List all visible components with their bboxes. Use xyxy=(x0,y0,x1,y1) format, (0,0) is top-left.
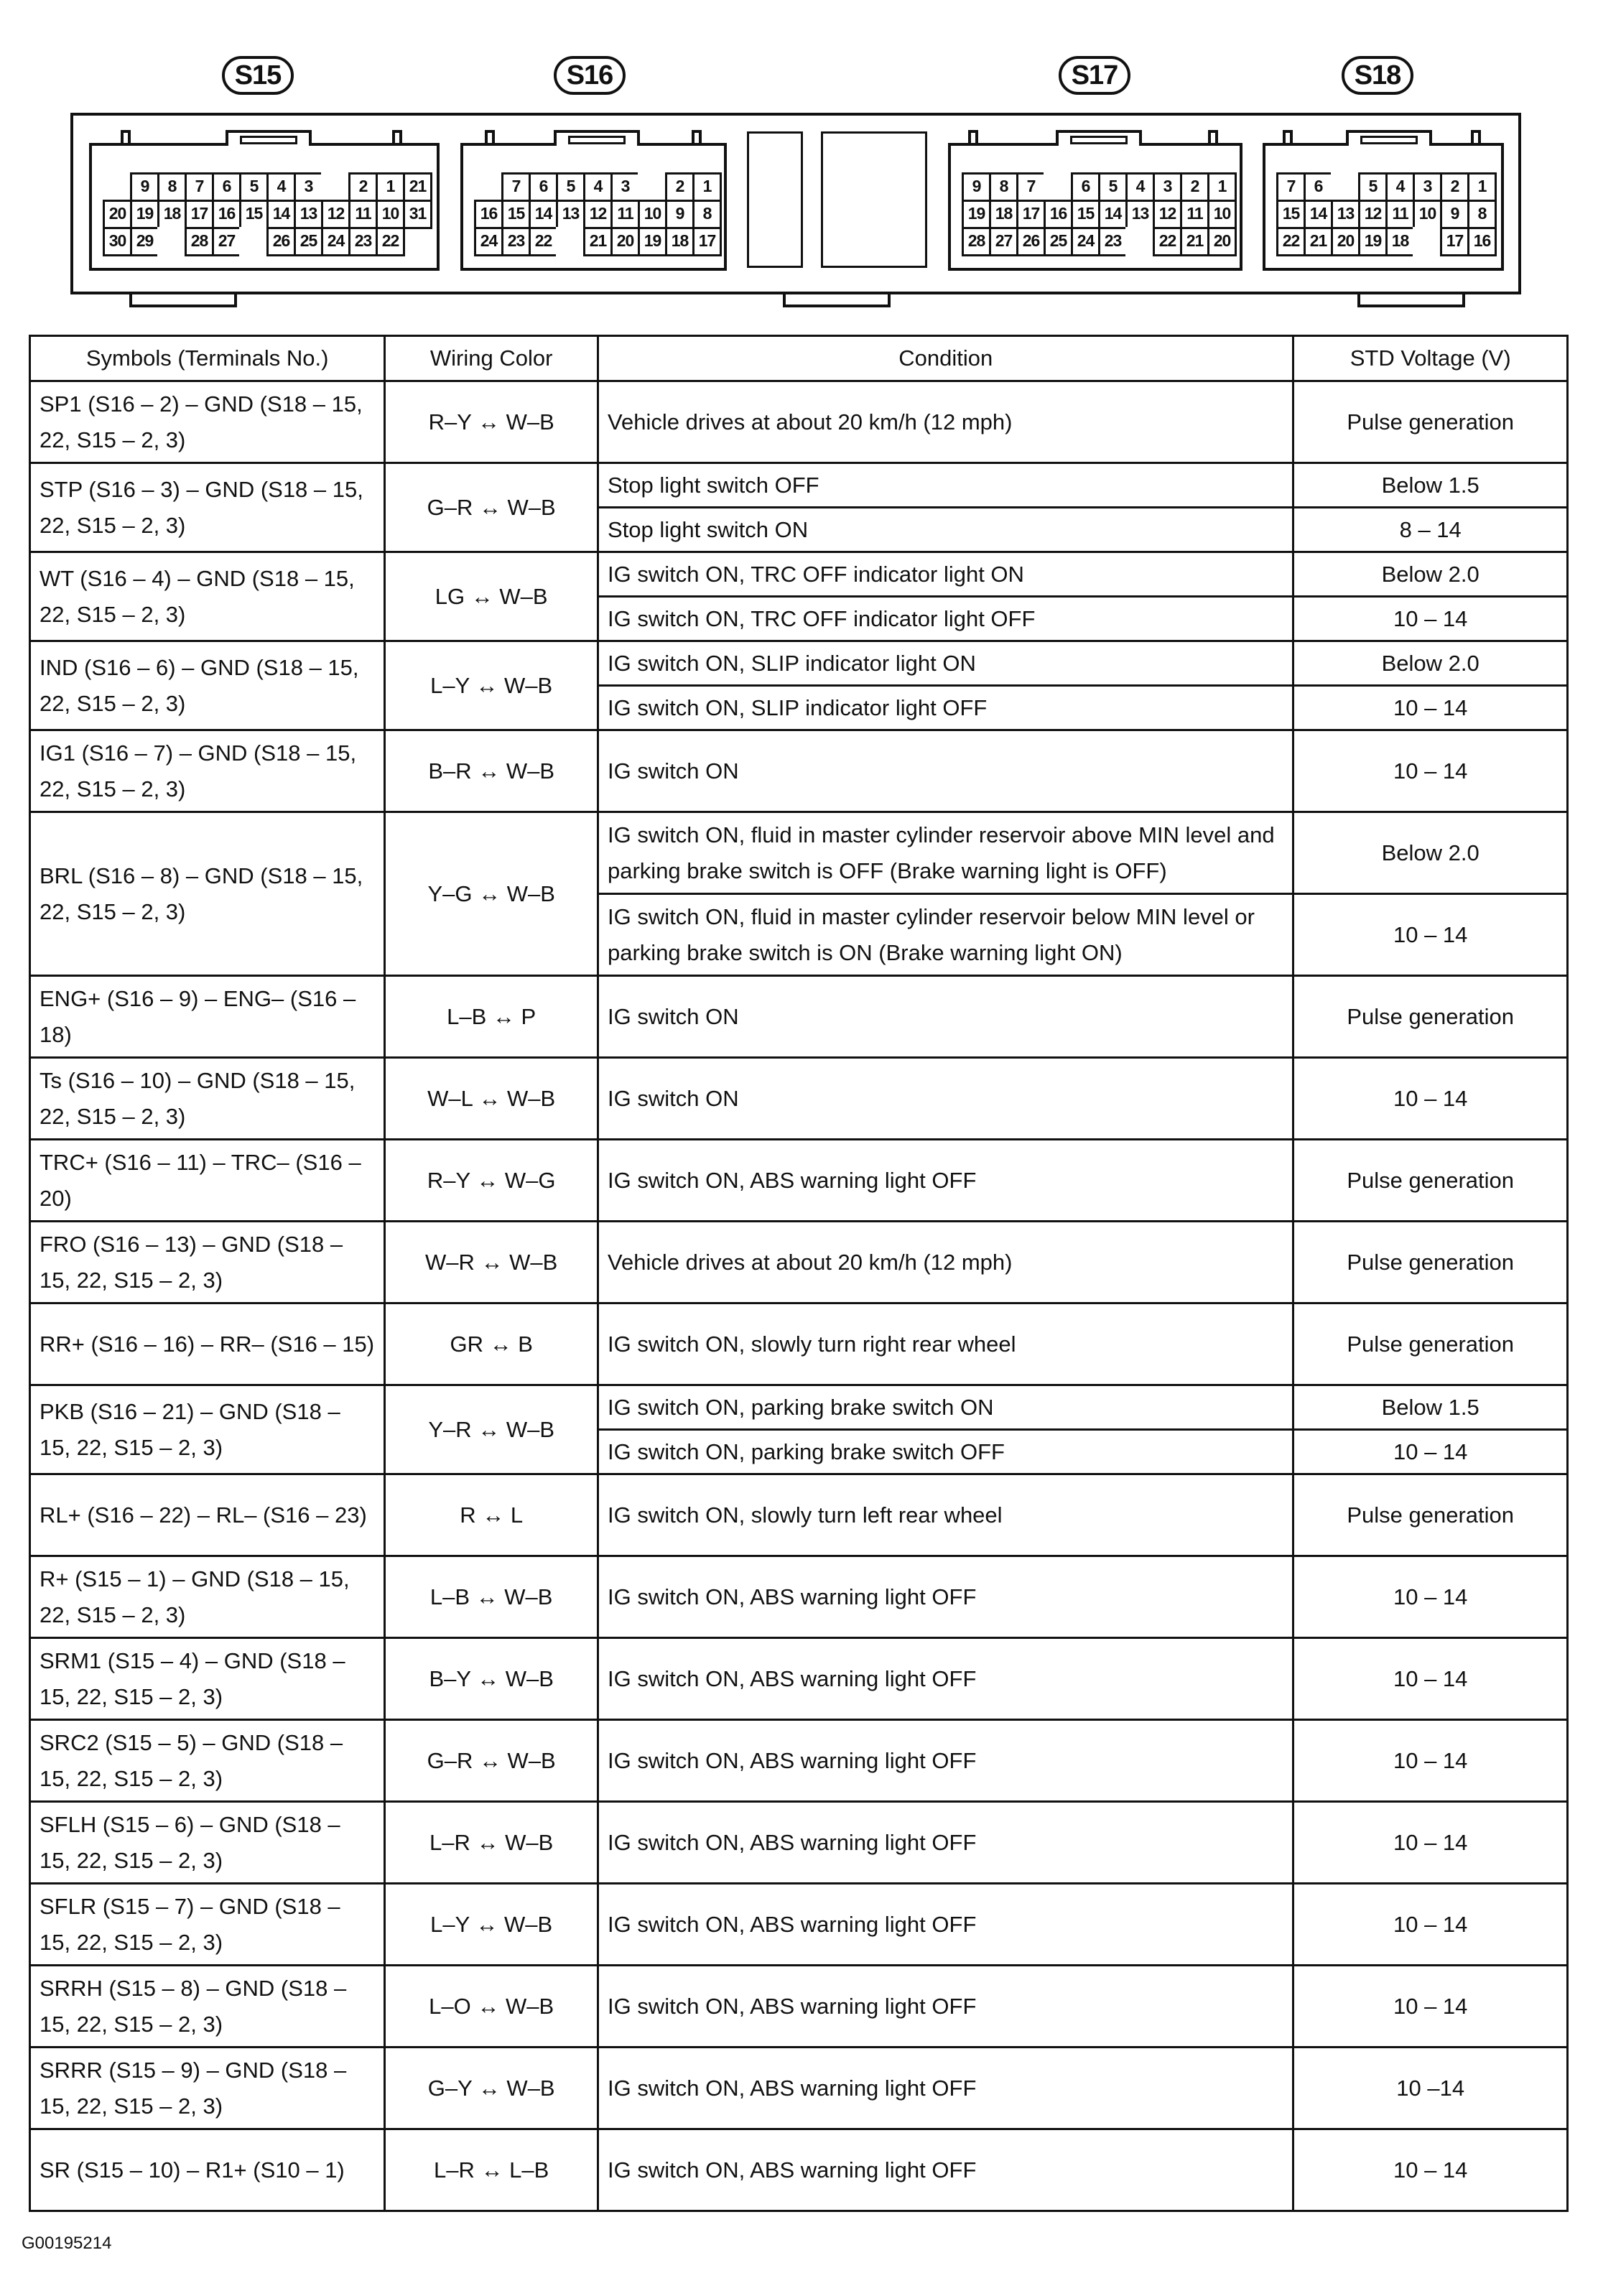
connector-label-s18: S18 xyxy=(1342,56,1413,95)
terminal-pin: 17 xyxy=(185,200,214,229)
terminal-pin: 4 xyxy=(1385,172,1415,202)
cell-wiring-color: Y–G ↔ W–B xyxy=(385,812,598,976)
header-symbols: Symbols (Terminals No.) xyxy=(30,336,385,381)
cell-condition: IG switch ON, parking brake switch ON xyxy=(598,1385,1293,1430)
connector-label-s16: S16 xyxy=(554,56,626,95)
housing-tab xyxy=(783,292,891,307)
connector-post xyxy=(1208,130,1218,146)
table-row xyxy=(30,1222,1568,1303)
terminal-pin: 14 xyxy=(1304,200,1333,229)
pin-grid-s17 xyxy=(964,175,1237,256)
cell-wiring-color: L–B ↔ P xyxy=(385,976,598,1058)
terminal-pin: 11 xyxy=(610,200,640,229)
terminal-pin: 6 xyxy=(1071,172,1100,202)
terminal-pin: 21 xyxy=(1180,227,1209,256)
cell-std-voltage: Pulse generation xyxy=(1293,381,1568,463)
terminal-pin: 8 xyxy=(989,172,1018,202)
cell-condition: IG switch ON, ABS warning light OFF xyxy=(598,1720,1293,1802)
terminal-pin: 17 xyxy=(692,227,722,256)
terminal-pin: 6 xyxy=(212,172,241,202)
cell-wiring-color: G–R ↔ W–B xyxy=(385,463,598,552)
cell-wiring-color: Y–R ↔ W–B xyxy=(385,1385,598,1474)
terminal-pin: 8 xyxy=(1467,200,1497,229)
table-row xyxy=(30,552,1568,597)
terminal-pin: 5 xyxy=(1098,172,1128,202)
terminal-pin: 30 xyxy=(103,227,132,256)
table-row xyxy=(30,1385,1568,1430)
table-row xyxy=(30,1303,1568,1385)
cell-condition: IG switch ON, SLIP indicator light ON xyxy=(598,641,1293,686)
connector-post xyxy=(692,130,702,146)
table-header-row xyxy=(30,336,1568,381)
terminal-pin: 17 xyxy=(1016,200,1046,229)
cell-condition: Vehicle drives at about 20 km/h (12 mph) xyxy=(598,381,1293,463)
terminal-pin: 25 xyxy=(1044,227,1073,256)
table-row xyxy=(30,2129,1568,2211)
table-row xyxy=(30,1638,1568,1720)
cell-wiring-color: G–R ↔ W–B xyxy=(385,1720,598,1802)
table-row xyxy=(30,1140,1568,1222)
cell-condition: IG switch ON, ABS warning light OFF xyxy=(598,1140,1293,1222)
terminal-pin: 1 xyxy=(376,172,405,202)
table-row xyxy=(30,1556,1568,1638)
terminal-pin: 15 xyxy=(501,200,531,229)
cell-symbol: RR+ (S16 – 16) – RR– (S16 – 15) xyxy=(30,1303,385,1385)
cell-std-voltage: 10 – 14 xyxy=(1293,1430,1568,1474)
table-row xyxy=(30,2048,1568,2129)
cell-std-voltage: Pulse generation xyxy=(1293,1474,1568,1556)
cell-symbol: SRRR (S15 – 9) – GND (S18 – 15, 22, S15 – 2, 3) xyxy=(30,2048,385,2129)
terminal-pin: 23 xyxy=(348,227,378,256)
terminal-pin: 2 xyxy=(348,172,378,202)
cell-condition: IG switch ON, slowly turn right rear wheel xyxy=(598,1303,1293,1385)
cell-std-voltage: 10 – 14 xyxy=(1293,1058,1568,1140)
connector-post xyxy=(1283,130,1293,146)
terminal-pin: 15 xyxy=(1276,200,1306,229)
terminal-pin: 7 xyxy=(185,172,214,202)
terminal-pin: 8 xyxy=(692,200,722,229)
terminal-pin: 26 xyxy=(266,227,296,256)
cell-condition: Vehicle drives at about 20 km/h (12 mph) xyxy=(598,1222,1293,1303)
cell-std-voltage: 10 – 14 xyxy=(1293,1802,1568,1884)
terminal-pin: 7 xyxy=(501,172,531,202)
connector-diagram xyxy=(0,0,1598,316)
cell-std-voltage: 10 – 14 xyxy=(1293,894,1568,976)
header-wiring-color: Wiring Color xyxy=(385,336,598,381)
pin-grid-s18 xyxy=(1278,175,1497,256)
cell-condition: IG switch ON, fluid in master cylinder reservoir above MIN level and parking brake switch is OFF (Brake warning light is OFF) xyxy=(598,812,1293,894)
connector-latch xyxy=(226,130,312,146)
terminal-pin: 1 xyxy=(692,172,722,202)
terminal-pin: 16 xyxy=(212,200,241,229)
cell-wiring-color: L–R ↔ W–B xyxy=(385,1802,598,1884)
terminal-pin: 23 xyxy=(1098,227,1128,256)
cell-std-voltage: Pulse generation xyxy=(1293,1303,1568,1385)
cell-wiring-color: L–R ↔ L–B xyxy=(385,2129,598,2211)
terminal-pin: 15 xyxy=(239,200,269,229)
cell-symbol: RL+ (S16 – 22) – RL– (S16 – 23) xyxy=(30,1474,385,1556)
pin-grid-s15 xyxy=(105,175,432,256)
cell-symbol: SRM1 (S15 – 4) – GND (S18 – 15, 22, S15 – 2, 3) xyxy=(30,1638,385,1720)
connector-s18 xyxy=(1263,143,1504,271)
cell-condition: IG switch ON, TRC OFF indicator light OFF xyxy=(598,597,1293,641)
terminal-pin: 29 xyxy=(130,227,159,256)
terminal-pin: 1 xyxy=(1467,172,1497,202)
cell-condition: Stop light switch ON xyxy=(598,508,1293,552)
terminal-pin: 18 xyxy=(989,200,1018,229)
terminal-pin: 25 xyxy=(294,227,323,256)
connector-label-s17: S17 xyxy=(1059,56,1130,95)
terminal-pin: 5 xyxy=(1358,172,1388,202)
cell-condition: IG switch ON, ABS warning light OFF xyxy=(598,1802,1293,1884)
cell-wiring-color: GR ↔ B xyxy=(385,1303,598,1385)
terminal-pin: 28 xyxy=(185,227,214,256)
terminal-pin: 13 xyxy=(294,200,323,229)
cell-wiring-color: R ↔ L xyxy=(385,1474,598,1556)
terminal-pin: 6 xyxy=(1304,172,1333,202)
header-condition: Condition xyxy=(598,336,1293,381)
table-row xyxy=(30,1058,1568,1140)
terminal-pin: 21 xyxy=(1304,227,1333,256)
terminal-pin: 15 xyxy=(1071,200,1100,229)
pin-gap xyxy=(1413,227,1442,256)
terminal-pin: 12 xyxy=(1153,200,1182,229)
cell-wiring-color: G–Y ↔ W–B xyxy=(385,2048,598,2129)
header-std-voltage: STD Voltage (V) xyxy=(1293,336,1568,381)
terminal-pin: 13 xyxy=(1125,200,1155,229)
table-row xyxy=(30,1720,1568,1802)
terminal-pin: 9 xyxy=(130,172,159,202)
terminal-pin: 19 xyxy=(638,227,667,256)
terminal-pin: 21 xyxy=(403,172,432,202)
pin-grid-s16 xyxy=(476,175,722,256)
connector-post xyxy=(392,130,402,146)
terminal-pin: 26 xyxy=(1016,227,1046,256)
cell-symbol: R+ (S15 – 1) – GND (S18 – 15, 22, S15 – 2, 3) xyxy=(30,1556,385,1638)
connector-post xyxy=(968,130,978,146)
cell-condition: IG switch ON, fluid in master cylinder reservoir below MIN level or parking brake switch is ON (Brake warning light ON) xyxy=(598,894,1293,976)
terminal-pin: 16 xyxy=(1044,200,1073,229)
terminal-pin: 20 xyxy=(103,200,132,229)
cell-wiring-color: W–R ↔ W–B xyxy=(385,1222,598,1303)
terminal-pin: 20 xyxy=(610,227,640,256)
cell-std-voltage: Below 2.0 xyxy=(1293,812,1568,894)
cell-condition: IG switch ON, SLIP indicator light OFF xyxy=(598,686,1293,730)
cell-condition: IG switch ON, parking brake switch OFF xyxy=(598,1430,1293,1474)
cell-wiring-color: W–L ↔ W–B xyxy=(385,1058,598,1140)
connector-latch xyxy=(1056,130,1142,146)
cell-condition: IG switch ON, slowly turn left rear wheel xyxy=(598,1474,1293,1556)
terminal-pin: 2 xyxy=(665,172,695,202)
connector-post xyxy=(485,130,495,146)
table-row xyxy=(30,1474,1568,1556)
cell-condition: IG switch ON, ABS warning light OFF xyxy=(598,2048,1293,2129)
terminal-pin: 27 xyxy=(989,227,1018,256)
cell-symbol: ENG+ (S16 – 9) – ENG– (S16 – 18) xyxy=(30,976,385,1058)
table-row xyxy=(30,463,1568,508)
terminal-pin: 8 xyxy=(157,172,187,202)
table-body xyxy=(30,381,1568,2211)
blank-cavity xyxy=(747,131,803,268)
terminal-pin: 6 xyxy=(529,172,558,202)
table-row xyxy=(30,1802,1568,1884)
cell-std-voltage: 10 – 14 xyxy=(1293,1884,1568,1966)
terminal-pin: 9 xyxy=(962,172,991,202)
terminal-pin: 1 xyxy=(1207,172,1237,202)
terminal-pin: 24 xyxy=(474,227,503,256)
terminal-pin: 23 xyxy=(501,227,531,256)
cell-std-voltage: Below 2.0 xyxy=(1293,641,1568,686)
terminal-pin: 20 xyxy=(1207,227,1237,256)
terminal-pin: 19 xyxy=(962,200,991,229)
terminal-pin: 13 xyxy=(1331,200,1360,229)
cell-std-voltage: 10 – 14 xyxy=(1293,1720,1568,1802)
cell-symbol: SP1 (S16 – 2) – GND (S18 – 15, 22, S15 – 2, 3) xyxy=(30,381,385,463)
cell-condition: IG switch ON xyxy=(598,1058,1293,1140)
cell-symbol: FRO (S16 – 13) – GND (S18 – 15, 22, S15 – 2, 3) xyxy=(30,1222,385,1303)
cell-symbol: SR (S15 – 10) – R1+ (S10 – 1) xyxy=(30,2129,385,2211)
pin-gap xyxy=(474,172,503,202)
figure-id: G00195214 xyxy=(22,2234,112,2253)
cell-std-voltage: Below 1.5 xyxy=(1293,1385,1568,1430)
terminal-pin: 9 xyxy=(665,200,695,229)
table-row xyxy=(30,730,1568,812)
terminal-pin: 7 xyxy=(1276,172,1306,202)
connector-s16 xyxy=(460,143,727,271)
terminal-pin: 10 xyxy=(638,200,667,229)
cell-symbol: SFLR (S15 – 7) – GND (S18 – 15, 22, S15 – 2, 3) xyxy=(30,1884,385,1966)
terminal-pin: 10 xyxy=(1207,200,1237,229)
terminal-pin: 13 xyxy=(556,200,585,229)
cell-std-voltage: Pulse generation xyxy=(1293,1222,1568,1303)
terminal-pin: 19 xyxy=(1358,227,1388,256)
cell-symbol: SFLH (S15 – 6) – GND (S18 – 15, 22, S15 – 2, 3) xyxy=(30,1802,385,1884)
cell-std-voltage: 10 – 14 xyxy=(1293,2129,1568,2211)
connector-latch xyxy=(554,130,640,146)
terminal-pin: 7 xyxy=(1016,172,1046,202)
terminal-pin: 24 xyxy=(321,227,350,256)
cell-condition: IG switch ON, ABS warning light OFF xyxy=(598,1638,1293,1720)
cell-wiring-color: LG ↔ W–B xyxy=(385,552,598,641)
connector-latch xyxy=(1346,130,1432,146)
cell-std-voltage: Pulse generation xyxy=(1293,1140,1568,1222)
cell-symbol: STP (S16 – 3) – GND (S18 – 15, 22, S15 – 2, 3) xyxy=(30,463,385,552)
pin-gap xyxy=(1125,227,1155,256)
cell-std-voltage: 10 – 14 xyxy=(1293,597,1568,641)
cell-symbol: TRC+ (S16 – 11) – TRC– (S16 – 20) xyxy=(30,1140,385,1222)
terminal-pin: 2 xyxy=(1440,172,1469,202)
terminal-pin: 20 xyxy=(1331,227,1360,256)
cell-condition: IG switch ON xyxy=(598,976,1293,1058)
terminal-pin: 12 xyxy=(1358,200,1388,229)
cell-condition: Stop light switch OFF xyxy=(598,463,1293,508)
terminal-pin: 3 xyxy=(1413,172,1442,202)
pin-gap xyxy=(556,227,585,256)
terminal-pin: 22 xyxy=(376,227,405,256)
terminal-pin: 4 xyxy=(266,172,296,202)
cell-wiring-color: L–O ↔ W–B xyxy=(385,1966,598,2048)
terminal-pin: 10 xyxy=(1413,200,1442,229)
terminal-pin: 3 xyxy=(1153,172,1182,202)
terminal-pin: 22 xyxy=(1276,227,1306,256)
terminal-pin: 17 xyxy=(1440,227,1469,256)
pin-gap xyxy=(157,227,187,256)
cell-condition: IG switch ON, ABS warning light OFF xyxy=(598,1966,1293,2048)
cell-std-voltage: 10 – 14 xyxy=(1293,730,1568,812)
pin-gap xyxy=(103,172,132,202)
terminal-pin: 19 xyxy=(130,200,159,229)
cell-condition: IG switch ON, TRC OFF indicator light ON xyxy=(598,552,1293,597)
cell-std-voltage: 10 –14 xyxy=(1293,2048,1568,2129)
terminal-pin: 22 xyxy=(529,227,558,256)
cell-condition: IG switch ON, ABS warning light OFF xyxy=(598,2129,1293,2211)
pin-gap xyxy=(321,172,350,202)
cell-std-voltage: 10 – 14 xyxy=(1293,1638,1568,1720)
terminal-pin: 18 xyxy=(1385,227,1415,256)
pin-gap xyxy=(239,227,269,256)
housing-tab xyxy=(129,292,237,307)
connector-label-s15: S15 xyxy=(222,56,294,95)
terminal-pin: 18 xyxy=(157,200,187,229)
terminal-pin: 14 xyxy=(529,200,558,229)
terminal-pin: 31 xyxy=(403,200,432,229)
terminal-pin: 10 xyxy=(376,200,405,229)
cell-condition: IG switch ON, ABS warning light OFF xyxy=(598,1884,1293,1966)
connector-s15 xyxy=(89,143,440,271)
terminal-pin: 14 xyxy=(266,200,296,229)
terminal-pin: 3 xyxy=(294,172,323,202)
terminal-pin: 27 xyxy=(212,227,241,256)
terminal-pin: 12 xyxy=(321,200,350,229)
terminal-pin: 18 xyxy=(665,227,695,256)
cell-condition: IG switch ON, ABS warning light OFF xyxy=(598,1556,1293,1638)
terminal-pin: 11 xyxy=(348,200,378,229)
terminal-pin: 9 xyxy=(1440,200,1469,229)
table-row xyxy=(30,976,1568,1058)
terminal-pin: 24 xyxy=(1071,227,1100,256)
connector-s17 xyxy=(948,143,1242,271)
blank-cavity xyxy=(821,131,927,268)
pin-gap xyxy=(638,172,667,202)
cell-symbol: BRL (S16 – 8) – GND (S18 – 15, 22, S15 – 2, 3) xyxy=(30,812,385,976)
terminal-pin: 2 xyxy=(1180,172,1209,202)
cell-std-voltage: 10 – 14 xyxy=(1293,1556,1568,1638)
cell-symbol: IG1 (S16 – 7) – GND (S18 – 15, 22, S15 – 2, 3) xyxy=(30,730,385,812)
cell-std-voltage: Below 2.0 xyxy=(1293,552,1568,597)
table-row xyxy=(30,381,1568,463)
cell-condition: IG switch ON xyxy=(598,730,1293,812)
cell-std-voltage: 10 – 14 xyxy=(1293,686,1568,730)
pin-gap xyxy=(1044,172,1073,202)
table-row xyxy=(30,1966,1568,2048)
cell-wiring-color: L–Y ↔ W–B xyxy=(385,641,598,730)
cell-wiring-color: B–R ↔ W–B xyxy=(385,730,598,812)
cell-wiring-color: L–Y ↔ W–B xyxy=(385,1884,598,1966)
cell-symbol: IND (S16 – 6) – GND (S18 – 15, 22, S15 – 2, 3) xyxy=(30,641,385,730)
pin-gap xyxy=(1331,172,1360,202)
cell-symbol: SRC2 (S15 – 5) – GND (S18 – 15, 22, S15 – 2, 3) xyxy=(30,1720,385,1802)
cell-std-voltage: Pulse generation xyxy=(1293,976,1568,1058)
cell-wiring-color: R–Y ↔ W–G xyxy=(385,1140,598,1222)
cell-wiring-color: B–Y ↔ W–B xyxy=(385,1638,598,1720)
terminal-pin: 22 xyxy=(1153,227,1182,256)
terminal-pin: 16 xyxy=(1467,227,1497,256)
cell-std-voltage: 8 – 14 xyxy=(1293,508,1568,552)
cell-symbol: Ts (S16 – 10) – GND (S18 – 15, 22, S15 – 2, 3) xyxy=(30,1058,385,1140)
terminal-voltage-table xyxy=(29,335,1569,2212)
connector-post xyxy=(1471,130,1481,146)
connector-post xyxy=(121,130,131,146)
terminal-pin: 5 xyxy=(556,172,585,202)
cell-std-voltage: Below 1.5 xyxy=(1293,463,1568,508)
cell-wiring-color: R–Y ↔ W–B xyxy=(385,381,598,463)
cell-wiring-color: L–B ↔ W–B xyxy=(385,1556,598,1638)
terminal-pin: 11 xyxy=(1385,200,1415,229)
terminal-pin: 21 xyxy=(583,227,613,256)
cell-symbol: PKB (S16 – 21) – GND (S18 – 15, 22, S15 – 2, 3) xyxy=(30,1385,385,1474)
terminal-pin: 28 xyxy=(962,227,991,256)
terminal-pin: 4 xyxy=(583,172,613,202)
terminal-pin: 5 xyxy=(239,172,269,202)
terminal-pin: 12 xyxy=(583,200,613,229)
table-row xyxy=(30,1884,1568,1966)
housing-tab xyxy=(1357,292,1465,307)
cell-symbol: SRRH (S15 – 8) – GND (S18 – 15, 22, S15 – 2, 3) xyxy=(30,1966,385,2048)
table-row xyxy=(30,812,1568,894)
terminal-pin: 16 xyxy=(474,200,503,229)
terminal-pin: 14 xyxy=(1098,200,1128,229)
cell-symbol: WT (S16 – 4) – GND (S18 – 15, 22, S15 – 2, 3) xyxy=(30,552,385,641)
terminal-pin: 11 xyxy=(1180,200,1209,229)
terminal-pin: 3 xyxy=(610,172,640,202)
terminal-pin: 4 xyxy=(1125,172,1155,202)
cell-std-voltage: 10 – 14 xyxy=(1293,1966,1568,2048)
table-row xyxy=(30,641,1568,686)
